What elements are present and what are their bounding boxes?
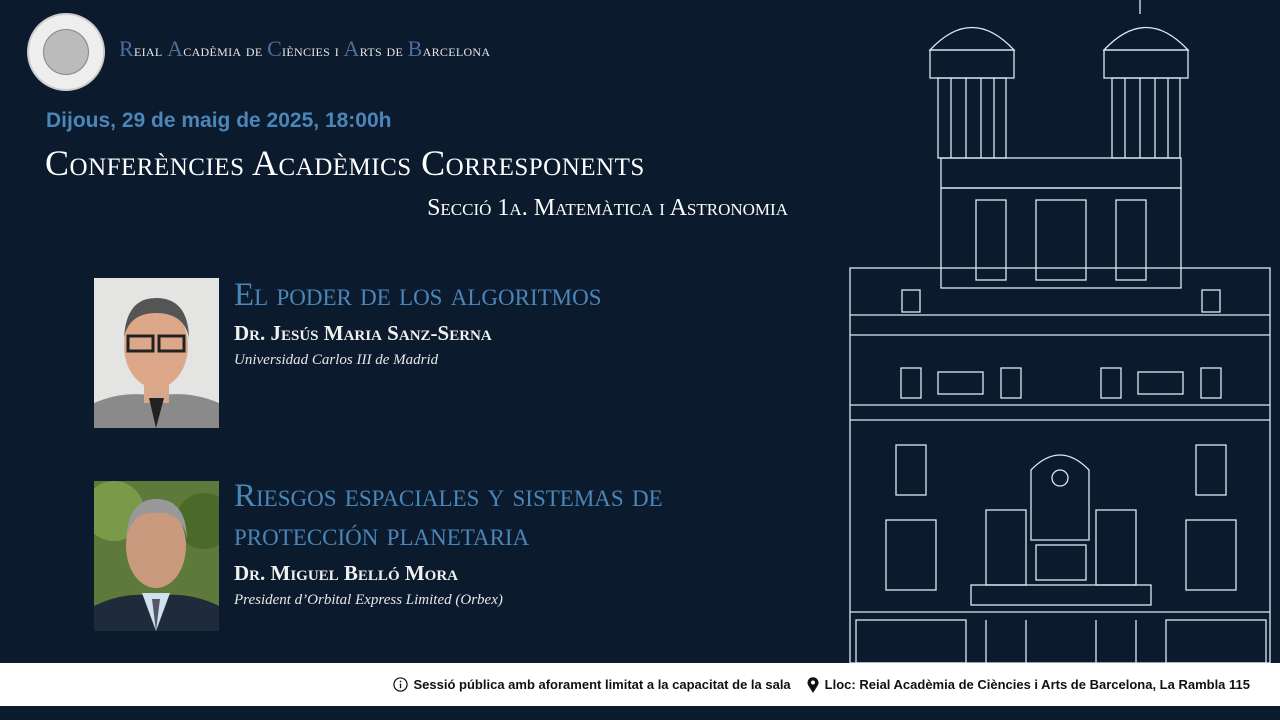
talk-1 (234, 276, 794, 369)
speaker-name: Dr. Miguel Belló Mora (234, 561, 459, 585)
name-cap: A (343, 36, 360, 61)
info-icon (393, 677, 408, 692)
talk-2 (234, 477, 794, 609)
academy-seal-logo (27, 13, 105, 91)
footer-info (393, 677, 791, 692)
speaker-name: Dr. Jesús Maria Sanz-Serna (234, 321, 492, 345)
footer-bar (0, 663, 1280, 706)
event-title: Conferències Acadèmics Corresponents (45, 143, 645, 183)
name-cap: A (167, 36, 184, 61)
map-pin-icon (807, 677, 819, 693)
name-cap: R (119, 36, 134, 61)
event-date: Dijous, 29 de maig de 2025, 18:00h (46, 109, 392, 132)
name-cap: B (407, 36, 423, 61)
speaker-photo-2 (94, 481, 219, 631)
event-section: Secció 1a. Matemàtica i Astronomia (427, 195, 788, 221)
talk-title: Riesgos espaciales y sistemas de protección planetaria (234, 478, 663, 553)
speaker-photo-1 (94, 278, 219, 428)
speaker-affiliation: President d’Orbital Express Limited (Orbex) (234, 592, 503, 608)
name-part: iències i (282, 41, 344, 60)
info-text: Sessió pública amb aforament limitat a la capacitat de la sala (413, 677, 791, 692)
talk-title: El poder de los algoritmos (234, 277, 602, 313)
academy-name (119, 36, 490, 62)
name-cap: C (267, 36, 283, 61)
speaker-affiliation: Universidad Carlos III de Madrid (234, 352, 439, 368)
academy-building-illustration (846, 0, 1274, 663)
name-part: arcelona (422, 41, 491, 60)
name-part: cadèmia de (183, 41, 268, 60)
name-part: rts de (359, 41, 408, 60)
location-text: Lloc: Reial Acadèmia de Ciències i Arts de Barcelona, La Rambla 115 (824, 677, 1250, 692)
footer-location (807, 677, 1250, 693)
name-part: eial (133, 41, 168, 60)
